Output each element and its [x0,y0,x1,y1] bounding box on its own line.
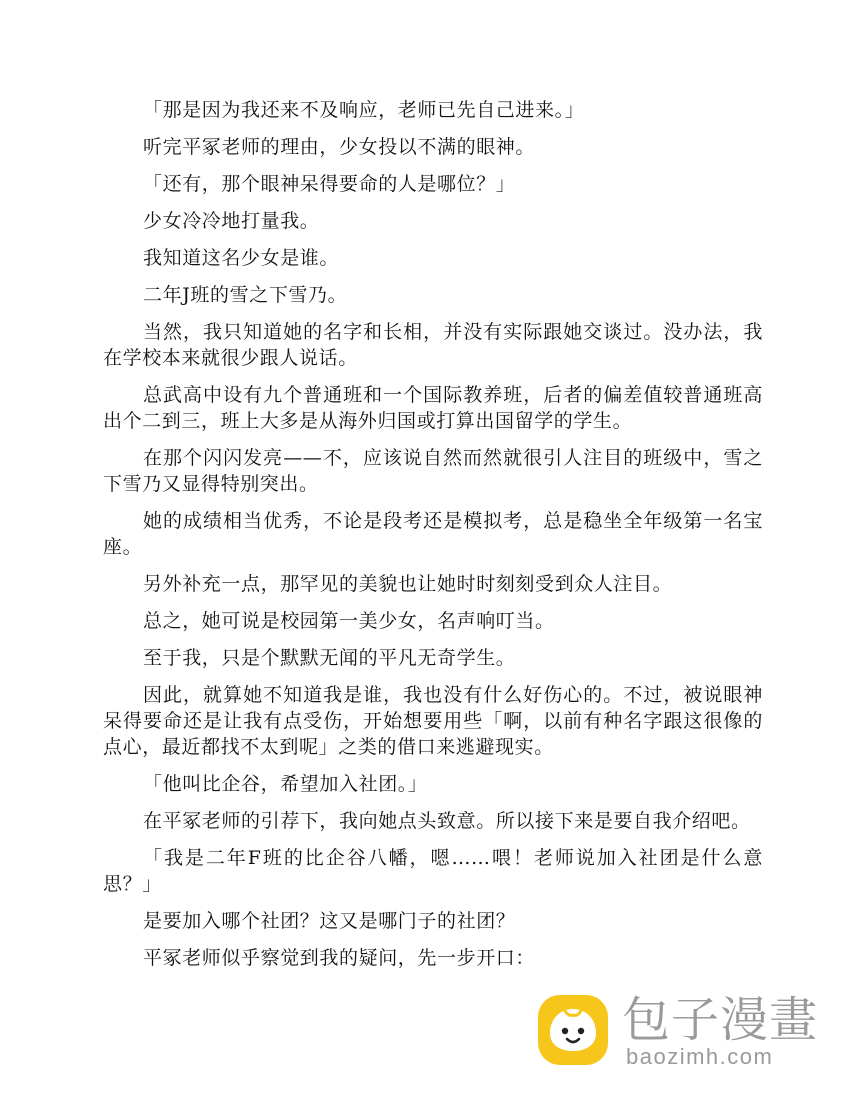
paragraph: 「那是因为我还来不及响应，老师已先自己进来。」 [143,99,585,121]
paragraph: 平冢老师似乎察觉到我的疑问，先一步开口： [143,947,536,969]
paragraph: 在那个闪闪发亮——不，应该说自然而然就很引人注目的班级中，雪之下雪乃又显得特别突出。 [103,447,763,495]
watermark-brand-name: 包子漫畫 [622,992,819,1048]
paragraph: 「他叫比企谷，希望加入社团。」 [143,773,428,795]
paragraph: 因此，就算她不知道我是谁，我也没有什么好伤心的。不过，被说眼神呆得要命还是让我有点受伤，开始想要用些「啊，以前有种名字跟这很像的点心，最近都找不太到呢」之类的借口来逃避现实。 [103,684,763,758]
paragraph: 当然，我只知道她的名字和长相，并没有实际跟她交谈过。没办法，我在学校本来就很少跟人说话。 [103,321,763,369]
paragraph: 「我是二年F班的比企谷八幡，嗯……喂！老师说加入社团是什么意思？」 [103,847,763,895]
paragraph: 「还有，那个眼神呆得要命的人是哪位？」 [143,173,516,195]
bun-face-icon [536,993,610,1067]
paragraph: 听完平冢老师的理由，少女投以不满的眼神。 [143,136,536,158]
body-text [103,97,763,982]
paragraph: 至于我，只是个默默无闻的平凡无奇学生。 [143,647,516,669]
paragraph: 是要加入哪个社团？这又是哪门子的社团？ [143,910,516,932]
paragraph: 另外补充一点，那罕见的美貌也让她时时刻刻受到众人注目。 [143,573,673,595]
paragraph: 她的成绩相当优秀，不论是段考还是模拟考，总是稳坐全年级第一名宝座。 [103,510,763,558]
watermark-url: baozimh.com [626,1044,774,1069]
paragraph: 二年J班的雪之下雪乃。 [143,284,348,306]
paragraph: 少女冷冷地打量我。 [143,210,320,232]
site-watermark [536,993,826,1073]
paragraph: 我知道这名少女是谁。 [143,247,340,269]
paragraph: 总武高中设有九个普通班和一个国际教养班，后者的偏差值较普通班高出个二到三，班上大多是从海外归国或打算出国留学的学生。 [103,384,763,432]
paragraph: 总之，她可说是校园第一美少女，名声响叮当。 [143,610,555,632]
paragraph: 在平冢老师的引荐下，我向她点头致意。所以接下来是要自我介绍吧。 [143,810,751,832]
